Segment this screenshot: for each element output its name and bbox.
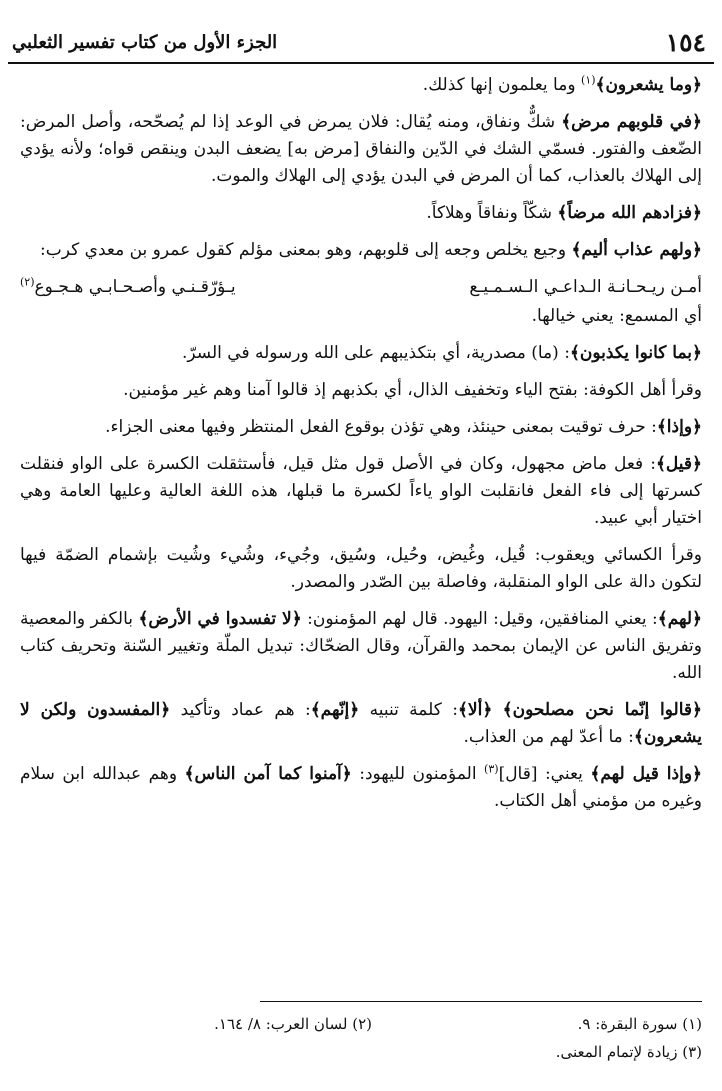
footnote-2: (٢) لسان العرب: ٨/ ١٦٤. bbox=[214, 1015, 372, 1033]
paragraph-text: شكّاً ونفاقاً وهلاكاً. bbox=[426, 203, 558, 223]
paragraph-text: وجيع يخلص وجعه إلى قلوبهم، وهو بمعنى مؤلم كقول عمرو بن معدي كرب: bbox=[40, 240, 572, 260]
paragraph-text: يعني: [قال] bbox=[498, 764, 591, 784]
quran-quote: ﴿وإذا﴾ bbox=[656, 417, 702, 437]
quran-quote: ﴿ولهم عذاب أليم﴾ bbox=[571, 240, 702, 260]
paragraph-text: : هم عماد وتأكيد bbox=[170, 700, 311, 720]
quran-quote: ﴿بما كانوا يكذبون﴾ bbox=[569, 343, 702, 363]
footnote-ref: (٢) bbox=[20, 275, 35, 289]
footnote-3: (٣) زيادة لإتمام المعنى. bbox=[555, 1043, 702, 1061]
paragraph-text: : ما أعدّ لهم من العذاب. bbox=[463, 727, 634, 747]
running-title: الجزء الأول من كتاب تفسير الثعلبي bbox=[12, 32, 278, 53]
footnote-ref: (١) bbox=[580, 73, 596, 87]
verse-hemistich-first: أمـن ريـحـانـة الـداعـي الـسـمـيـع bbox=[469, 277, 702, 297]
footnote-1: (١) سورة البقرة: ٩. bbox=[577, 1015, 702, 1033]
paragraph bbox=[20, 542, 702, 596]
paragraph bbox=[20, 697, 702, 751]
header-divider bbox=[8, 62, 714, 64]
footnote-divider bbox=[260, 1001, 702, 1002]
paragraph bbox=[20, 377, 702, 404]
paragraph bbox=[20, 451, 702, 532]
paragraph-text: وقرأ الكسائي ويعقوب: قُيل، وغُيض، وحُيل، وسُيق، وجُيء، وشُيء وشُيت بإشمام الضمّة فيها لتكون دالة على الواو المنقلبة، وفاصلة بين الصّدر والمصدر. bbox=[20, 545, 702, 592]
page-number: ١٥٤ bbox=[665, 28, 706, 57]
quran-quote: ﴿لا تفسدوا في الأرض﴾ bbox=[138, 609, 302, 629]
footnote-row bbox=[20, 1010, 702, 1038]
quran-quote: ﴿وإذا قيل لهم﴾ bbox=[590, 764, 702, 784]
quran-quote: ﴿آمنوا كما آمن الناس﴾ bbox=[184, 764, 352, 784]
quran-quote: ﴿ألا﴾ bbox=[457, 700, 493, 720]
paragraph-text: المؤمنون لليهود: bbox=[351, 764, 485, 784]
paragraph-text: : فعل ماض مجهول، وكان في الأصل قول مثل قيل، فأستثقلت الكسرة على الواو فنقلت كسرتها إلى فاء الفعل فانقلبت الواو ياءاً لكسرة ما قبلها، هذه اللغة العالية وعليها العامة وهي اختيار أبي عبيد. bbox=[20, 454, 702, 528]
paragraph-text: وقرأ أهل الكوفة: بفتح الياء وتخفيف الذال، أي بكذبهم إذ قالوا آمنا وهم غير مؤمنين. bbox=[123, 380, 702, 400]
footnote-row bbox=[20, 1038, 702, 1066]
paragraph-text: شكٌّ ونفاق، ومنه يُقال: فلان يمرض في الوعد إذا لم يُصحّحه، وأصل المرض: الضّعف والفتور. فسمّي الشك في الدّين والنفاق [مرض به] يضعف البدن وينقص قواه؛ ولأنه يؤدي إلى الهلاك بالعذاب، كما أن المرض في البدن يؤدي إلى الهلاك والموت. bbox=[20, 112, 702, 186]
paragraph bbox=[20, 109, 702, 190]
paragraph bbox=[20, 414, 702, 441]
quran-quote: ﴿فزادهم الله مرضاً﴾ bbox=[557, 203, 702, 223]
paragraph-text: وهم عبدالله ابن سلام وغيره من مؤمني أهل الكتاب. bbox=[20, 764, 702, 811]
paragraph-text: أي المسمع: يعني خيالها. bbox=[531, 306, 702, 326]
paragraph-text: : كلمة تنبيه bbox=[359, 700, 458, 720]
verse-hemistich-text: يـؤرّقـنـي وأصـحـابـي هـجـوع bbox=[34, 277, 236, 297]
quran-quote: ﴿في قلوبهم مرض﴾ bbox=[561, 112, 703, 132]
paragraph-text: : يعني المنافقين، وقيل: اليهود. قال لهم المؤمنون: bbox=[301, 609, 658, 629]
paragraph bbox=[20, 200, 702, 227]
verse-hemistich-second bbox=[20, 274, 236, 301]
quran-quote: ﴿المفسدون ولكن لا يشعرون﴾ bbox=[20, 700, 702, 747]
quran-quote: ﴿وما يشعرون﴾ bbox=[595, 75, 702, 95]
quran-quote: ﴿قالوا إنّما نحن مصلحون﴾ bbox=[502, 700, 703, 720]
page-header bbox=[6, 26, 716, 60]
paragraph-text: : (ما) مصدرية، أي بتكذيبهم على الله ورسوله في السرّ. bbox=[182, 343, 570, 363]
quran-quote: ﴿قيل﴾ bbox=[655, 454, 702, 474]
paragraph bbox=[20, 606, 702, 687]
paragraph-text: وما يعلمون إنها كذلك. bbox=[422, 75, 581, 95]
footnote-ref: (٣) bbox=[484, 762, 499, 776]
paragraph bbox=[20, 340, 702, 367]
paragraph-text: : حرف توقيت بمعنى حينئذ، وهي تؤذن بوقوع الفعل المنتظر وفيها معنى الجزاء. bbox=[105, 417, 657, 437]
paragraph-text: بالكفر والمعصية وتفريق الناس عن الإيمان بمحمد والقرآن، وقال الضحّاك: تبديل الملّة وتغيير السّنة وتحريف كتاب الله. bbox=[20, 609, 702, 683]
footnotes bbox=[20, 1010, 702, 1066]
paragraph bbox=[20, 237, 702, 264]
quran-quote: ﴿لهم﴾ bbox=[657, 609, 703, 629]
paragraph bbox=[20, 72, 702, 99]
paragraph bbox=[20, 303, 702, 330]
quran-quote: ﴿إنّهم﴾ bbox=[310, 700, 360, 720]
poetry-verse bbox=[20, 274, 702, 301]
paragraph bbox=[20, 761, 702, 815]
page-body bbox=[20, 72, 702, 825]
